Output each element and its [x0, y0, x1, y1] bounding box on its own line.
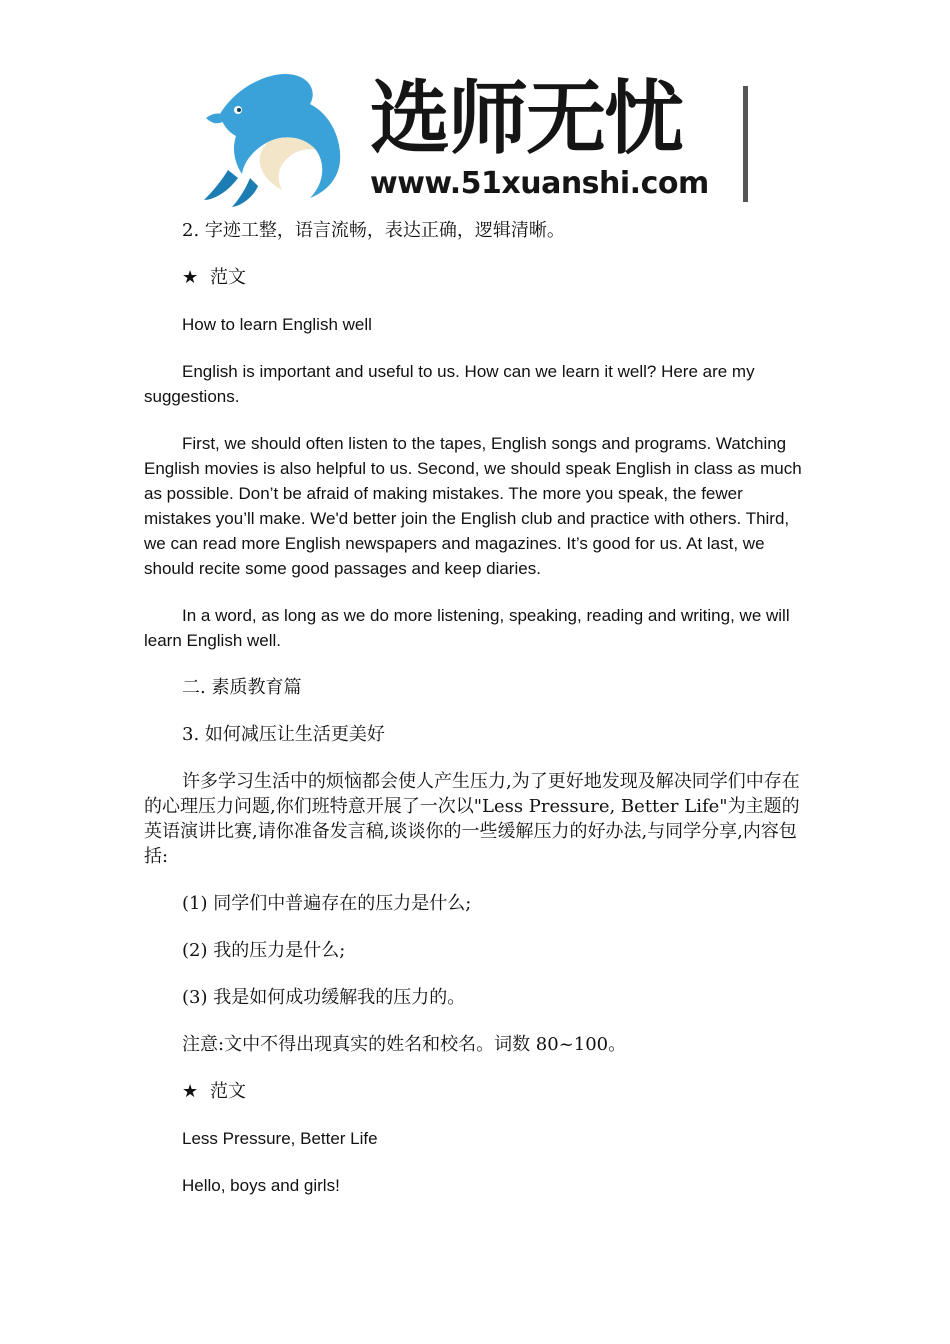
- essay-title: How to learn English well: [182, 315, 372, 334]
- model-essay-label: 范文: [210, 267, 246, 288]
- dolphin-mascot-icon: [198, 66, 358, 208]
- document-body: [144, 218, 808, 1220]
- task-item: (2) 我的压力是什么;: [182, 940, 346, 961]
- task-prompt: 许多学习生活中的烦恼都会使人产生压力,为了更好地发现及解决同学们中存在的心理压力问题,你们班特意开展了一次以"Less Pressure, Better Life"为主题的英语演讲比赛,请你准备发言稿,谈谈你的一些缓解压力的好办法,与同学分享,内容包括:: [144, 771, 800, 867]
- logo-brand-text: 选师无忧: [370, 72, 682, 165]
- essay-title: Less Pressure, Better Life: [182, 1129, 378, 1148]
- task-item: (3) 我是如何成功缓解我的压力的。: [182, 987, 466, 1008]
- essay-paragraph: First, we should often listen to the tapes, English songs and programs. Watching English movies is also helpful to us. Second, we should speak English in class as much as possible. Don’t be afraid of making mistakes. The more you speak, the fewer mistakes you’ll make. We'd better join the English club and practice with others. Third, we can read more English newspapers and magazines. It’s good for us. At last, we should recite some good passages and keep diaries.: [144, 434, 802, 578]
- star-icon: ★: [182, 267, 199, 288]
- task-item: (1) 同学们中普遍存在的压力是什么;: [182, 893, 472, 914]
- model-essay-heading: [144, 265, 808, 290]
- star-icon: ★: [182, 1081, 199, 1102]
- essay-paragraph: In a word, as long as we do more listening, speaking, reading and writing, we will learn English well.: [144, 606, 790, 650]
- essay-paragraph: English is important and useful to us. How can we learn it well? Here are my suggestions.: [144, 362, 755, 406]
- section-heading: 二. 素质教育篇: [182, 677, 302, 698]
- site-logo: [198, 66, 754, 208]
- logo-divider: [743, 86, 748, 202]
- logo-url-text: www.51xuanshi.com: [370, 166, 709, 201]
- model-essay-label: 范文: [210, 1081, 246, 1102]
- essay-greeting: Hello, boys and girls!: [182, 1176, 340, 1195]
- topic-heading: 3. 如何减压让生活更美好: [182, 724, 385, 745]
- requirement-2: 2. 字迹工整，语言流畅，表达正确，逻辑清晰。: [182, 220, 565, 241]
- model-essay-heading: [144, 1079, 808, 1104]
- task-note: 注意:文中不得出现真实的姓名和校名。词数 80~100。: [182, 1034, 627, 1055]
